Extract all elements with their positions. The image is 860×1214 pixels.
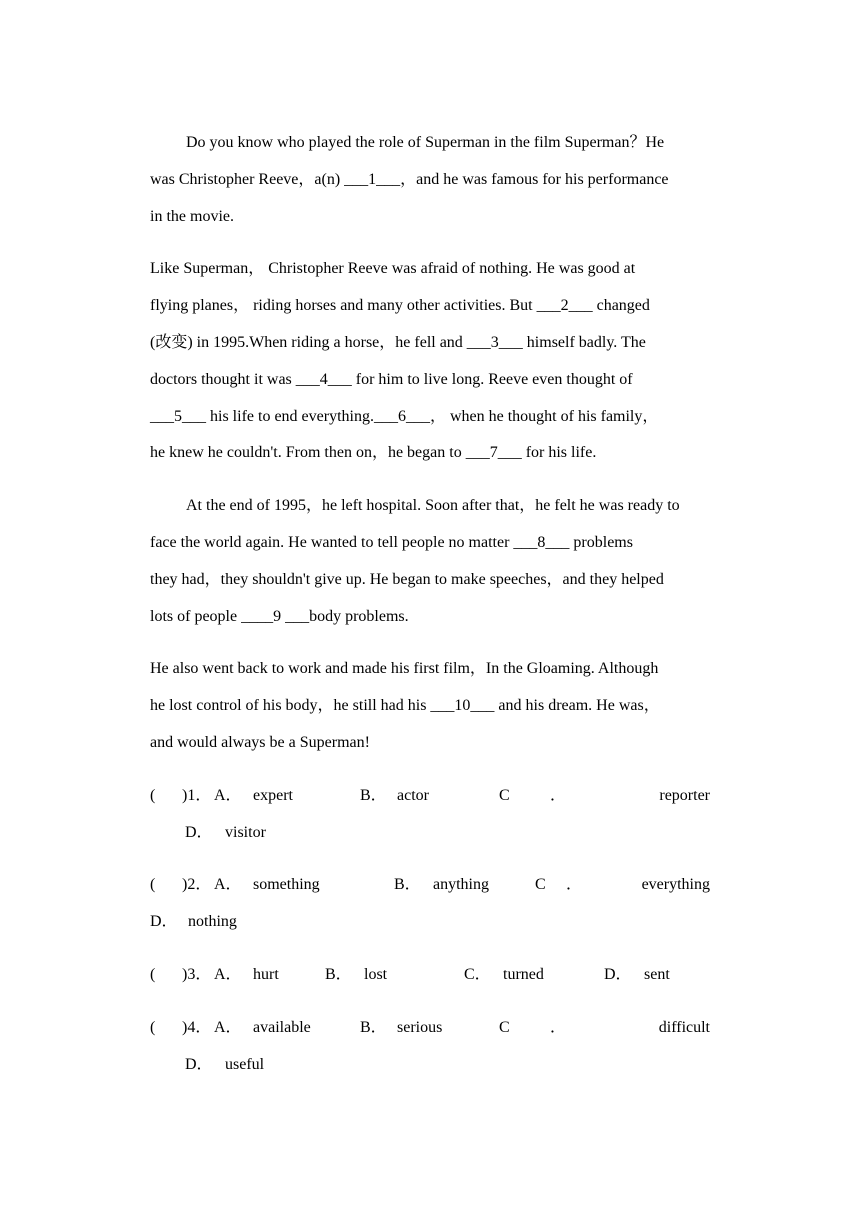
question-line	[150, 1047, 710, 1084]
option-c-text: turned	[503, 965, 544, 983]
option-b-letter: B．	[325, 965, 352, 983]
option-c-dot: ．	[550, 786, 567, 804]
option-a-text: expert	[253, 786, 293, 804]
option-a-letter: A．	[214, 786, 242, 804]
option-a-letter: A．	[214, 965, 242, 983]
paragraph-4	[150, 651, 710, 761]
answer-paren[interactable]: (	[150, 786, 156, 804]
option-d-letter: D．	[604, 965, 632, 983]
question-1	[150, 778, 710, 852]
option-c-text: difficult	[658, 1018, 710, 1036]
passage-line: ___5___ his life to end everything.___6___， when he thought of his family，	[150, 407, 659, 425]
passage-line: and would always be a Superman!	[150, 733, 370, 751]
option-b-letter: B．	[394, 876, 421, 894]
question-number: )2．	[182, 876, 212, 894]
option-a-text: something	[253, 876, 320, 894]
option-a-letter: A．	[214, 876, 242, 894]
option-a-text: hurt	[253, 965, 279, 983]
option-b-text: anything	[433, 876, 489, 894]
option-d-letter: D．	[185, 823, 213, 841]
option-c-letter: C	[499, 1018, 510, 1036]
passage-line: Do you know who played the role of Superman in the film Superman？He	[186, 134, 665, 151]
option-a-letter: A．	[214, 1018, 242, 1036]
question-4	[150, 1010, 710, 1084]
option-d-text: nothing	[188, 913, 237, 931]
option-b-text: actor	[397, 786, 429, 804]
passage-line: he lost control of his body，he still had his ___10___ and his dream. He was，	[150, 697, 660, 715]
answer-paren[interactable]: (	[150, 1018, 156, 1036]
passage-line: He also went back to work and made his first film，In the Gloaming. Although	[150, 660, 659, 678]
question-3	[150, 957, 710, 994]
option-b-letter: B．	[360, 786, 387, 804]
option-c-dot: ．	[550, 1018, 567, 1036]
option-a-text: available	[253, 1018, 311, 1036]
option-d-text: useful	[225, 1055, 265, 1073]
passage-line: they had，they shouldn't give up. He began to make speeches，and they helped	[150, 570, 664, 588]
option-d-letter: D．	[150, 913, 178, 931]
option-b-text: lost	[364, 965, 388, 983]
option-c-dot: ．	[566, 876, 583, 894]
answer-paren[interactable]: (	[150, 876, 156, 894]
option-d-letter: D．	[185, 1055, 213, 1073]
question-line	[150, 904, 710, 941]
question-line	[150, 778, 710, 815]
passage-line: in the movie.	[150, 207, 234, 225]
paragraph-2	[150, 251, 710, 472]
passage-line: face the world again. He wanted to tell people no matter ___8___ problems	[150, 533, 633, 551]
question-number: )1．	[182, 786, 212, 804]
question-number: )3．	[182, 965, 212, 983]
paragraph-1	[150, 125, 710, 235]
question-line	[150, 815, 710, 852]
option-c-letter: C	[499, 786, 510, 804]
passage-line: flying planes， riding horses and many other activities. But ___2___ changed	[150, 297, 650, 315]
passage-line: Like Superman， Christopher Reeve was afraid of nothing. He was good at	[150, 260, 636, 278]
option-c-text: reporter	[659, 786, 710, 804]
passage-line: At the end of 1995，he left hospital. Soon after that，he felt he was ready to	[186, 497, 680, 515]
passage-line: was Christopher Reeve，a(n) ___1___，and he was famous for his performance	[150, 170, 669, 188]
passage-line: he knew he couldn't. From then on，he began to ___7___ for his life.	[150, 444, 597, 462]
option-d-text: visitor	[225, 823, 266, 841]
option-b-text: serious	[397, 1018, 443, 1036]
passage-line: lots of people ____9 ___body problems.	[150, 607, 409, 625]
passage-line: doctors thought it was ___4___ for him to live long. Reeve even thought of	[150, 370, 633, 388]
question-line	[150, 957, 710, 994]
option-d-text: sent	[644, 965, 670, 983]
question-number: )4．	[182, 1018, 212, 1036]
question-2	[150, 867, 710, 941]
worksheet-page	[150, 125, 710, 1083]
option-c-text: everything	[641, 876, 710, 894]
option-b-letter: B．	[360, 1018, 387, 1036]
question-line	[150, 1010, 710, 1047]
option-c-letter: C．	[464, 965, 491, 983]
option-c-letter: C	[535, 876, 546, 894]
answer-paren[interactable]: (	[150, 965, 156, 983]
passage-line: (改变) in 1995.When riding a horse，he fell and ___3___ himself badly. The	[150, 333, 646, 351]
paragraph-3	[150, 488, 710, 635]
question-line	[150, 867, 710, 904]
